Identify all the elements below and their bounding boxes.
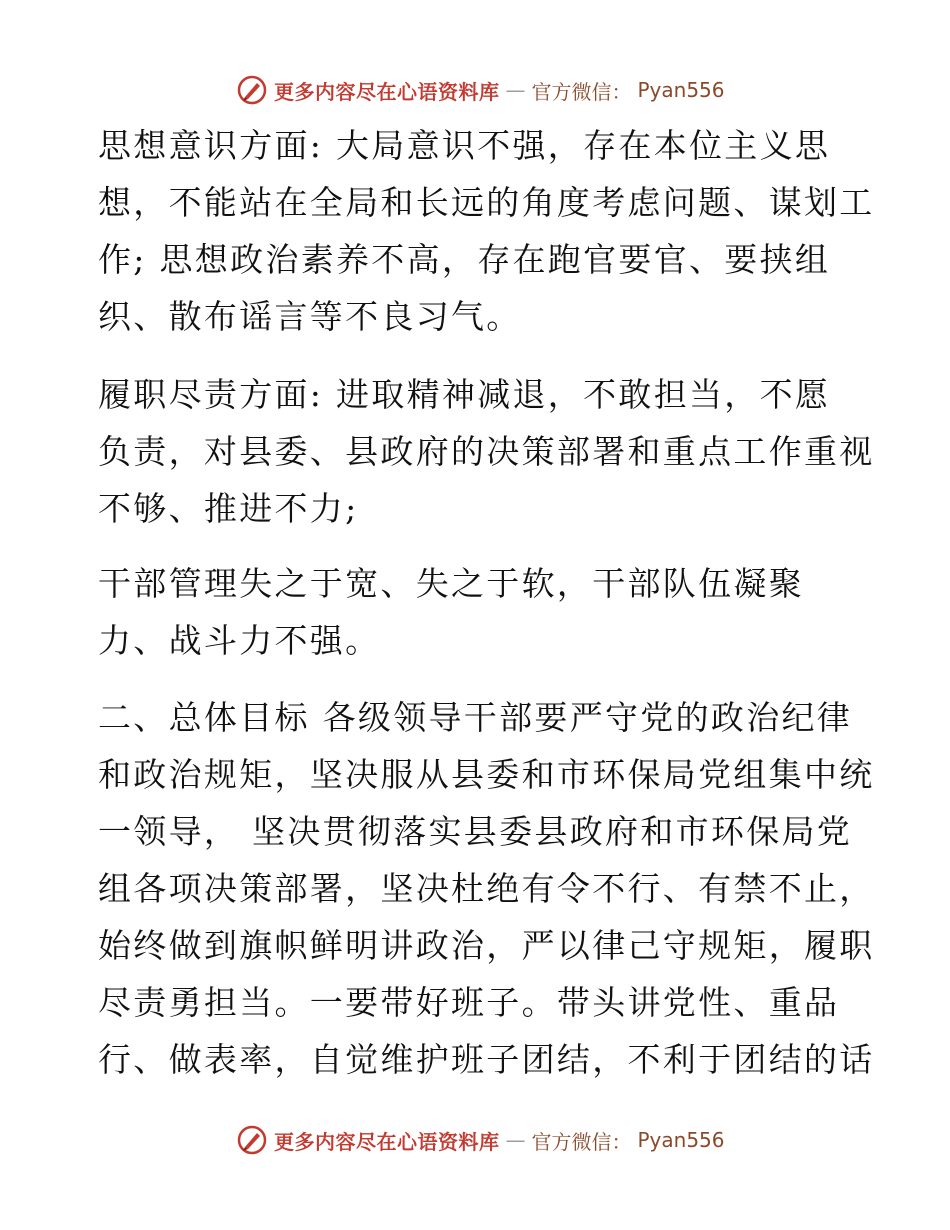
banner-brand-text: 更多内容尽在心语资料库 <box>274 79 500 104</box>
banner-brand-text: 更多内容尽在心语资料库 <box>274 1129 500 1154</box>
banner-wechat-id: Pyan556 <box>637 78 725 102</box>
banner-wechat-id: Pyan556 <box>637 1128 725 1152</box>
text-line: 思想意识方面: 大局意识不强，存在本位主义思 <box>98 126 831 165</box>
text-line: 一领导， 坚决贯彻落实县委县政府和市环保局党 <box>98 812 853 851</box>
text-line: 组各项决策部署，坚决杜绝有令不行、有禁不止， <box>98 869 875 908</box>
text-line: 二、总体目标 各级领导干部要严守党的政治纪律 <box>98 698 853 737</box>
text-line: 作; 思想政治素养不高，存在跑官要官、要挟组 <box>98 240 831 279</box>
text-line: 负责，对县委、县政府的决策部署和重点工作重视 <box>98 432 875 471</box>
pen-logo-icon <box>236 74 268 106</box>
paragraph-ideology <box>98 117 875 345</box>
paragraph-overall-goal <box>98 689 875 1088</box>
pen-logo-icon <box>236 1124 268 1156</box>
text-line: 尽责勇担当。一要带好班子。带头讲党性、重品 <box>98 983 840 1022</box>
paragraph-cadre-management <box>98 555 858 669</box>
banner-wechat-label: 官方微信： <box>531 1129 632 1154</box>
text-line: 织、散布谣言等不良习气。 <box>98 297 522 336</box>
text-line: 行、做表率，自觉维护班子团结，不利于团结的话 <box>98 1040 875 1079</box>
paragraph-duty <box>98 366 875 537</box>
footer-watermark-banner <box>236 1122 725 1158</box>
text-line: 始终做到旗帜鲜明讲政治，严以律己守规矩，履职 <box>98 926 875 965</box>
text-line: 和政治规矩，坚决服从县委和市环保局党组集中统 <box>98 755 875 794</box>
text-line: 力、战斗力不强。 <box>98 621 381 660</box>
text-line: 想，不能站在全局和长远的角度考虑问题、谋划工 <box>98 183 875 222</box>
text-line: 履职尽责方面: 进取精神减退，不敢担当，不愿 <box>98 375 831 414</box>
header-watermark-banner <box>236 72 725 108</box>
banner-separator: — <box>505 78 526 102</box>
banner-separator: — <box>505 1128 526 1152</box>
banner-wechat-label: 官方微信： <box>531 79 632 104</box>
text-line: 干部管理失之于宽、失之于软，干部队伍凝聚 <box>98 564 804 603</box>
text-line: 不够、推进不力; <box>98 489 359 528</box>
